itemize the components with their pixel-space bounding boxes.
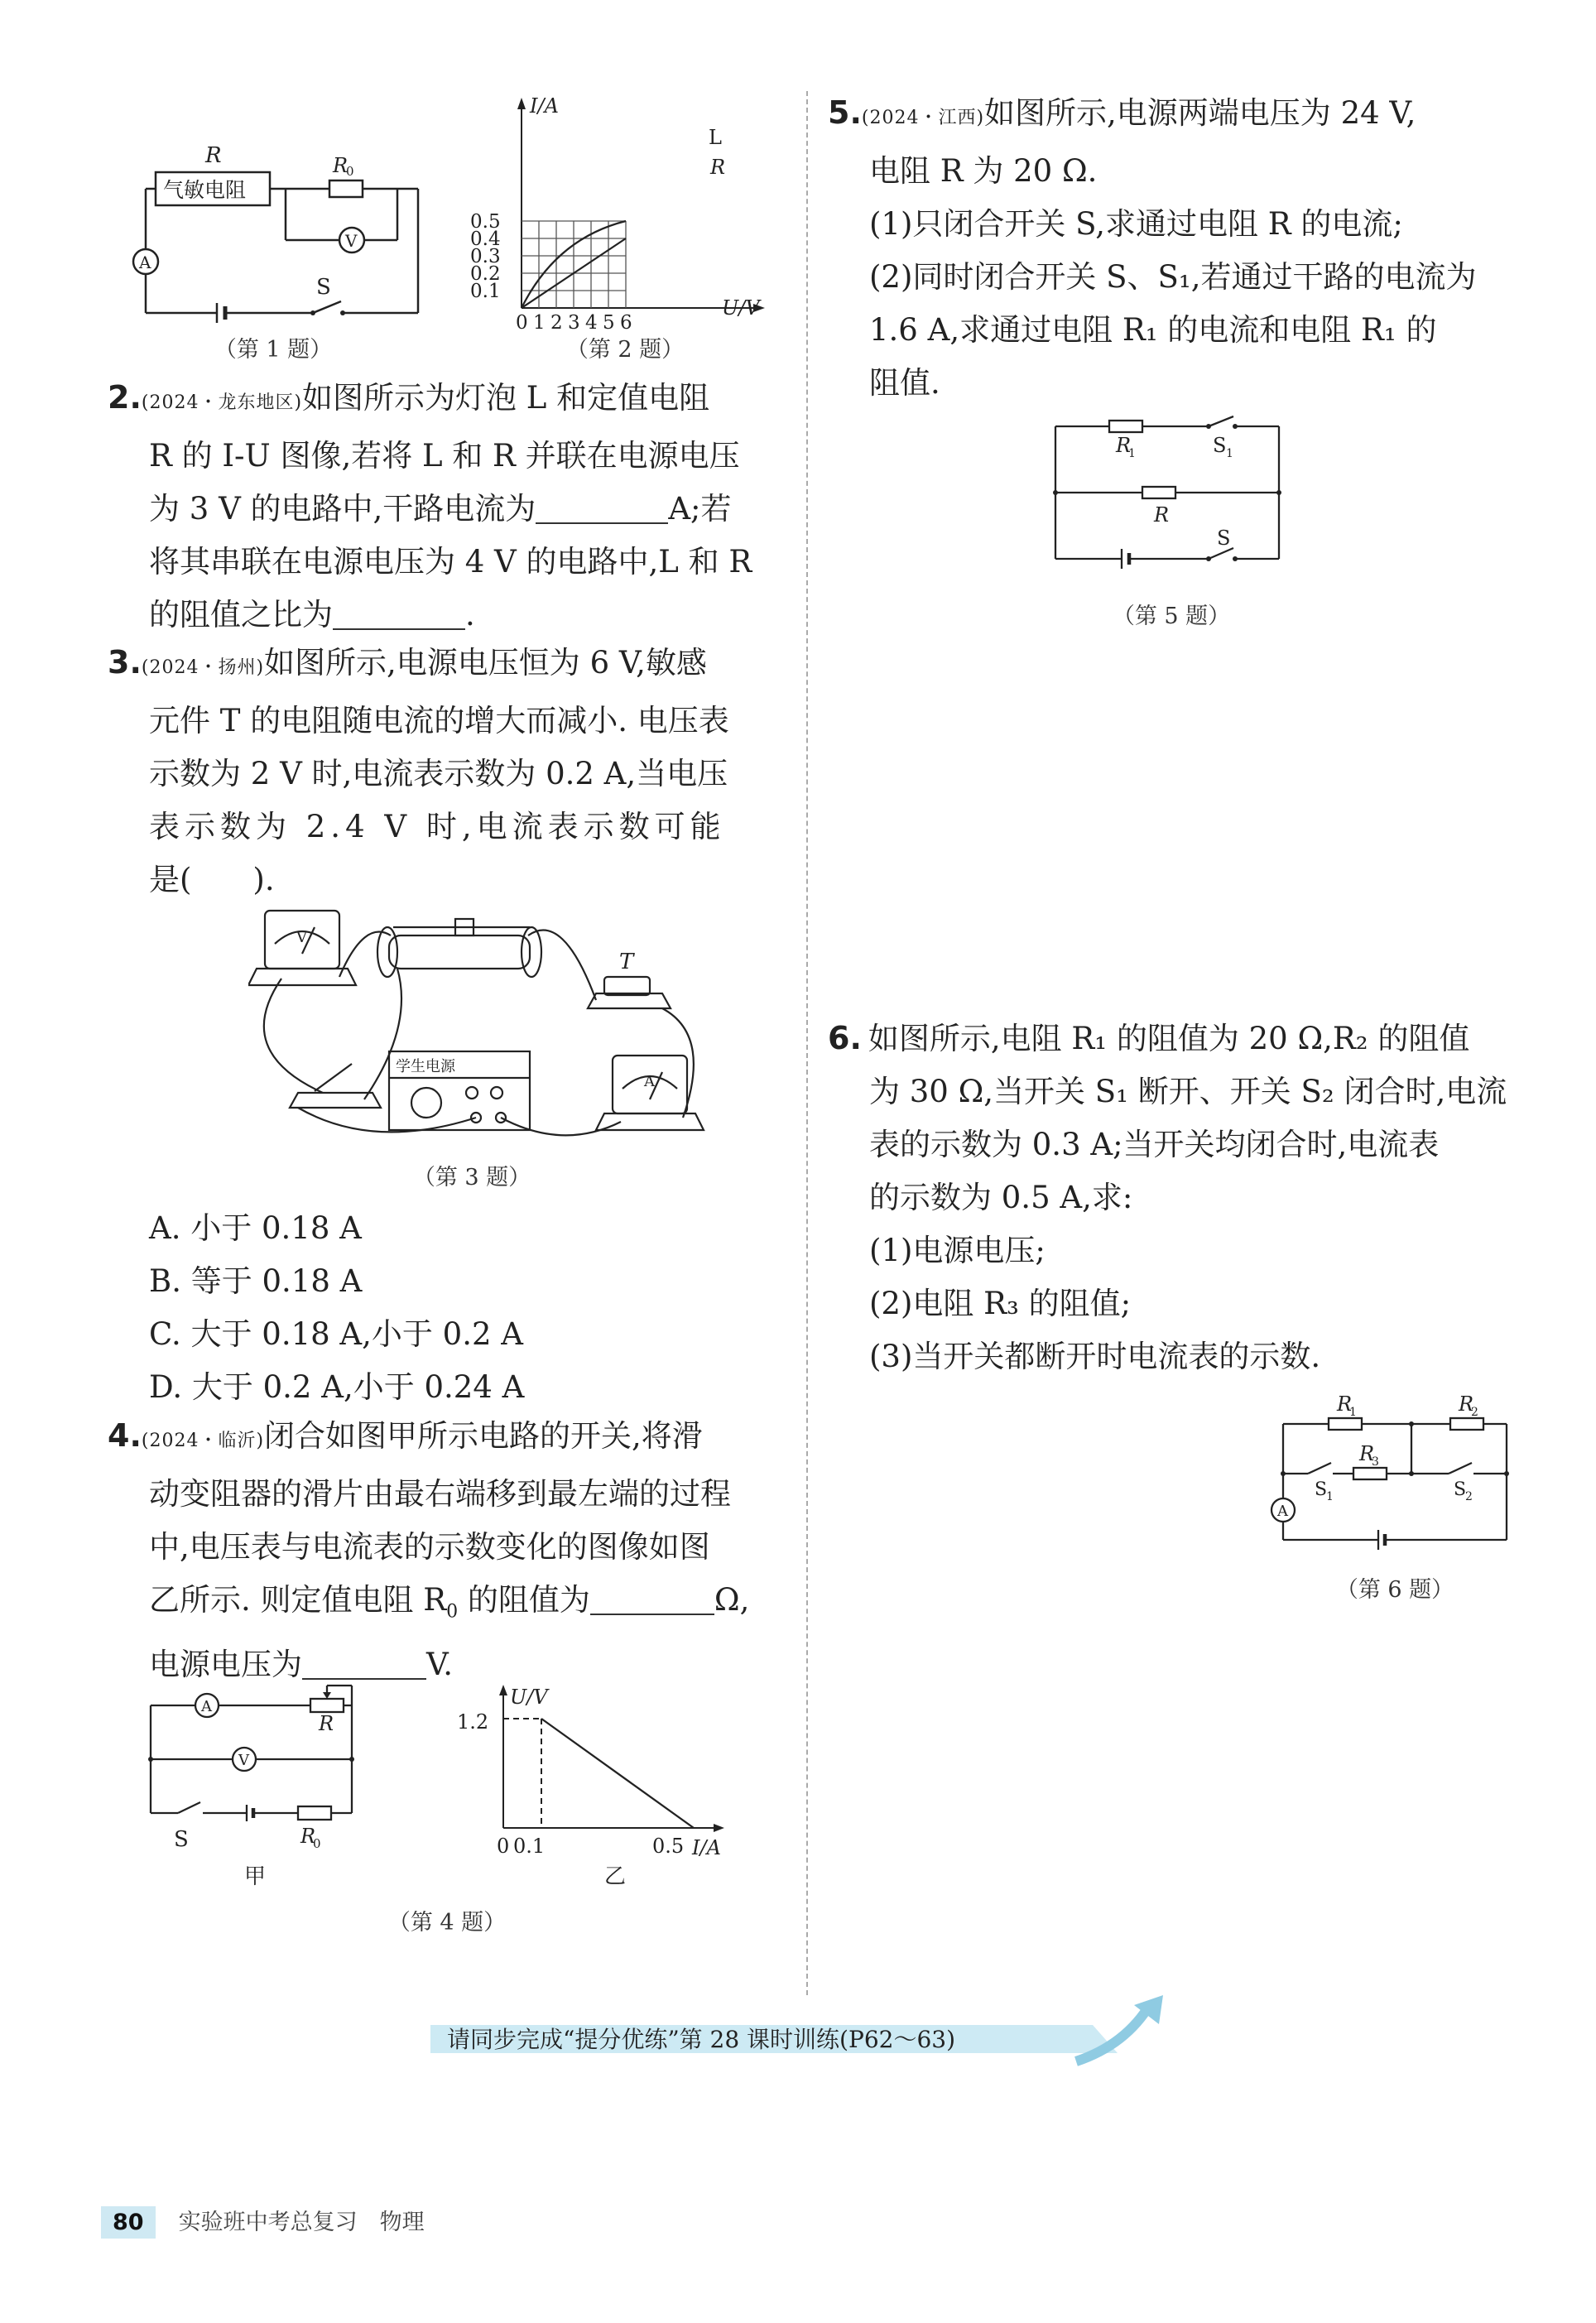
question-6-line: 的示数为 0.5 A,求: (869, 1180, 1133, 1215)
question-4-line: 乙所示. 则定值电阻 R (149, 1582, 447, 1618)
svg-text:1: 1 (1349, 1406, 1357, 1419)
question-2-line: 的阻值之比为 (149, 597, 333, 632)
question-4-source: (2024・临沂) (141, 1431, 265, 1451)
svg-text:S: S (1217, 527, 1231, 550)
page-footer (101, 2204, 425, 2239)
option-a[interactable]: A. 小于 0.18 A (149, 1210, 362, 1246)
question-3-line: 是( ). (149, 862, 275, 897)
svg-text:V: V (296, 929, 307, 946)
question-6-line: (2)电阻 R₃ 的阻值; (869, 1286, 1132, 1321)
svg-text:R: R (1337, 1392, 1353, 1416)
answer-blank[interactable] (590, 1580, 714, 1615)
question-5-source: (2024・江西) (861, 108, 985, 128)
svg-text:1: 1 (1226, 447, 1233, 460)
question-5 (828, 86, 1540, 410)
svg-text:S: S (174, 1827, 189, 1852)
answer-blank[interactable] (536, 489, 668, 524)
svg-text:R: R (300, 1825, 316, 1848)
svg-text:2: 2 (1465, 1490, 1473, 1503)
question-2-source: (2024・龙东地区) (141, 392, 303, 413)
question-5-line: 如图所示,电源两端电压为 24 V, (984, 95, 1416, 131)
x-tick-label: 0 (516, 312, 528, 331)
svg-text:R: R (319, 1712, 334, 1735)
question-3-line: 表示数为 2.4 V 时,电流表示数可能 (149, 809, 726, 844)
figure-4-caption: （第 4 题） (387, 1910, 507, 1936)
x-tick-label: 1 (533, 312, 546, 331)
figure-4-graph-yi (447, 1681, 762, 1888)
question-2-line: 为 3 V 的电路中,干路电流为 (149, 491, 536, 527)
figure-1-circuit (124, 132, 430, 331)
svg-text:1: 1 (1128, 447, 1136, 460)
question-4-line: 的阻值为 (458, 1582, 590, 1618)
page-number: 80 (101, 2206, 156, 2239)
svg-text:T: T (619, 950, 634, 974)
svg-text:S: S (1315, 1479, 1328, 1500)
question-4-line: 闭合如图甲所示电路的开关,将滑 (264, 1418, 703, 1454)
question-4-line: Ω, (714, 1582, 750, 1618)
question-2-line: R 的 I-U 图像,若将 L 和 R 并联在电源电压 (149, 438, 740, 474)
question-6-number: 6. (828, 1020, 862, 1056)
figure-6-caption: （第 6 题） (1335, 1577, 1454, 1603)
svg-text:0: 0 (346, 164, 354, 179)
question-5-line: 电阻 R 为 20 Ω. (869, 153, 1098, 189)
question-3-line: 如图所示,电源电压恒为 6 V,敏感 (264, 645, 707, 681)
svg-text:U/V: U/V (510, 1686, 548, 1709)
svg-text:3: 3 (1372, 1455, 1379, 1469)
question-4-sub: 0 (446, 1601, 459, 1623)
option-b[interactable]: B. 等于 0.18 A (149, 1263, 363, 1299)
question-3-source: (2024・扬州) (141, 657, 265, 678)
question-5-line: (1)只闭合开关 S,求通过电阻 R 的电流; (869, 206, 1403, 242)
svg-text:S: S (1454, 1479, 1467, 1500)
svg-text:R: R (205, 143, 222, 168)
question-6-line: (1)电源电压; (869, 1233, 1046, 1268)
question-6 (828, 1012, 1540, 1383)
figure-2-caption: （第 2 题） (565, 337, 685, 363)
figure-4-circuit-jia (141, 1681, 373, 1888)
question-2-line: 如图所示为灯泡 L 和定值电阻 (302, 380, 710, 416)
svg-text:V: V (345, 231, 358, 251)
svg-text:A: A (139, 252, 151, 272)
question-6-line: 如图所示,电阻 R₁ 的阻值为 20 Ω,R₂ 的阻值 (868, 1021, 1470, 1056)
svg-text:R: R (1116, 434, 1132, 457)
question-2-number: 2. (108, 379, 142, 416)
practice-banner[interactable] (430, 1995, 1184, 2078)
column-divider (806, 91, 808, 1995)
x-tick-label: 2 (550, 312, 563, 331)
answer-blank[interactable] (333, 595, 465, 630)
x-tick-label: 4 (585, 312, 598, 331)
question-5-line: 阻值. (869, 365, 940, 401)
svg-text:L: L (709, 126, 722, 149)
svg-text:R: R (333, 154, 349, 177)
question-4 (108, 1409, 803, 1691)
svg-text:V: V (238, 1752, 249, 1769)
svg-text:甲: 甲 (244, 1864, 267, 1888)
question-4-line: 电源电压为 (149, 1647, 302, 1683)
svg-text:气敏电阻: 气敏电阻 (163, 178, 247, 202)
svg-text:A: A (644, 1073, 655, 1090)
option-c[interactable]: C. 大于 0.18 A,小于 0.2 A (149, 1316, 523, 1352)
question-5-number: 5. (828, 94, 862, 131)
figure-6-circuit (1267, 1383, 1523, 1556)
svg-text:2: 2 (1471, 1406, 1478, 1419)
question-2 (108, 371, 803, 642)
figure-3-caption: （第 3 题） (412, 1165, 531, 1190)
y-tick-label: 0.4 (470, 228, 501, 250)
question-4-line: V. (426, 1647, 454, 1683)
y-tick-label: 0.1 (470, 281, 501, 302)
answer-blank[interactable] (302, 1645, 426, 1680)
question-2-line: 将其串联在电源电压为 4 V 的电路中,L 和 R (149, 544, 752, 580)
x-tick-label: 6 (620, 312, 632, 331)
svg-text:S: S (1213, 434, 1227, 457)
figure-1-caption: （第 1 题） (214, 337, 333, 363)
svg-text:1.2: 1.2 (457, 1710, 489, 1734)
question-3-line: 元件 T 的电阻随电流的增大而减小. 电压表 (149, 703, 729, 738)
question-4-number: 4. (108, 1417, 142, 1454)
question-3-options (149, 1202, 795, 1414)
y-tick-label: 0.2 (470, 263, 501, 285)
x-tick-label: 3 (568, 312, 580, 331)
svg-text:I/A: I/A (530, 94, 559, 118)
svg-text:0: 0 (497, 1835, 510, 1858)
question-2-line: . (465, 597, 475, 632)
svg-text:I/A: I/A (692, 1836, 721, 1859)
question-3 (108, 636, 803, 907)
banner-text: 请同步完成“提分优练”第 28 课时训练(P62～63) (447, 2026, 956, 2053)
question-4-line: 动变阻器的滑片由最右端移到最左端的过程 (149, 1476, 731, 1512)
svg-text:S: S (316, 275, 331, 300)
question-6-line: 表的示数为 0.3 A;当开关均闭合时,电流表 (869, 1127, 1440, 1162)
question-5-line: (2)同时闭合开关 S、S₁,若通过干路的电流为 (869, 259, 1477, 295)
svg-text:0.1: 0.1 (513, 1835, 546, 1858)
svg-text:R: R (1359, 1442, 1375, 1465)
question-2-line: A;若 (668, 491, 732, 527)
figure-5-caption: （第 5 题） (1112, 604, 1231, 629)
x-tick-label: 5 (603, 312, 615, 331)
figure-3-apparatus (248, 902, 728, 1151)
question-4-line: 中,电压表与电流表的示数变化的图像如图 (149, 1529, 710, 1565)
svg-text:R: R (710, 156, 726, 179)
question-5-line: 1.6 A,求通过电阻 R₁ 的电流和电阻 R₁ 的 (869, 312, 1437, 348)
question-6-line: 为 30 Ω,当开关 S₁ 断开、开关 S₂ 闭合时,电流 (869, 1074, 1507, 1109)
svg-text:R: R (1459, 1392, 1474, 1416)
figure-2-iu-graph (464, 91, 778, 331)
y-tick-label: 0.5 (470, 211, 501, 233)
option-d[interactable]: D. 大于 0.2 A,小于 0.24 A (149, 1369, 525, 1405)
svg-text:0.5: 0.5 (652, 1835, 685, 1858)
svg-text:0: 0 (313, 1836, 321, 1851)
svg-text:A: A (201, 1698, 212, 1715)
question-3-line: 示数为 2 V 时,电流表示数为 0.2 A,当电压 (149, 756, 728, 791)
question-6-line: (3)当开关都断开时电流表的示数. (869, 1339, 1321, 1374)
svg-text:A: A (1277, 1503, 1288, 1520)
figure-5-circuit (1043, 414, 1300, 580)
y-tick-label: 0.3 (470, 246, 501, 267)
book-title: 实验班中考总复习 物理 (178, 2210, 425, 2235)
svg-text:1: 1 (1326, 1490, 1334, 1503)
svg-text:乙: 乙 (604, 1864, 627, 1888)
question-3-number: 3. (108, 644, 142, 681)
svg-text:U/V: U/V (722, 296, 760, 320)
svg-text:R: R (1154, 503, 1170, 527)
svg-text:学生电源: 学生电源 (396, 1058, 455, 1075)
